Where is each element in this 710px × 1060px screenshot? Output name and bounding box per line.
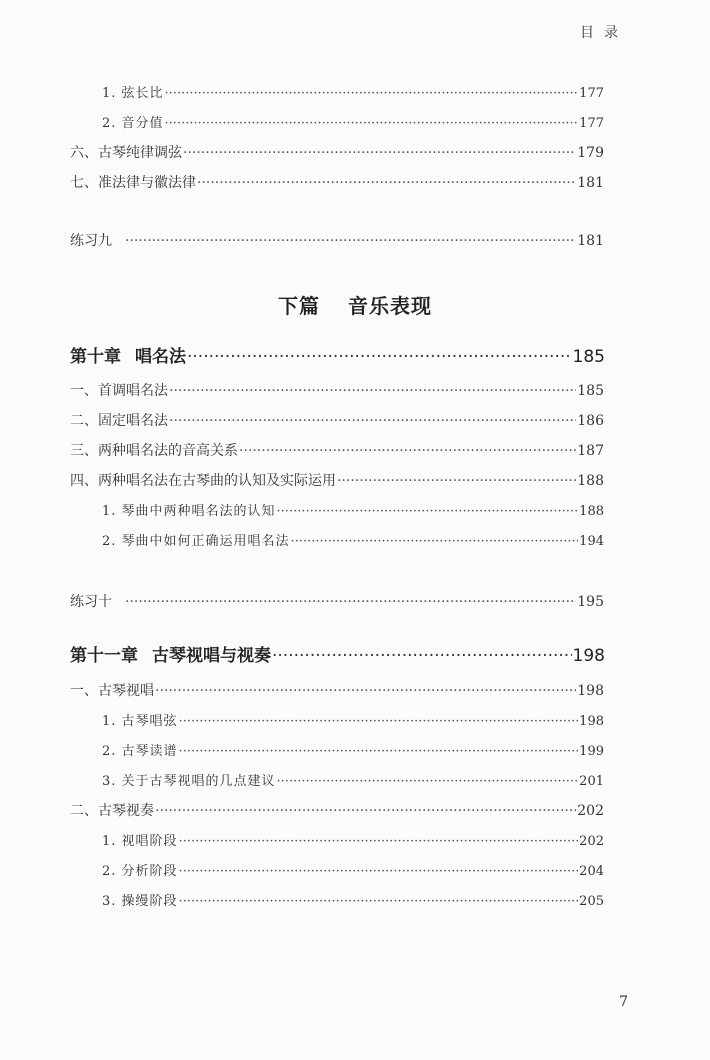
toc-entry-page: 194 — [579, 534, 604, 549]
leader-dots — [165, 86, 579, 101]
toc-chapter-entry[interactable] — [70, 342, 605, 367]
toc-entry-page: 198 — [579, 714, 604, 729]
leader-dots — [197, 175, 576, 191]
toc-entry-page: 201 — [579, 774, 604, 789]
toc-entry[interactable] — [102, 830, 604, 849]
part-label: 下篇 — [278, 294, 320, 318]
toc-entry-label: 二、固定唱名法 — [70, 413, 168, 429]
toc-entry-label: 2. 琴曲中如何正确运用唱名法 — [102, 534, 290, 549]
toc-entry-page: 181 — [577, 233, 604, 249]
toc-entry-page: 177 — [579, 116, 604, 131]
part-title — [0, 290, 710, 319]
leader-dots — [337, 473, 576, 489]
toc-entry[interactable] — [102, 112, 604, 131]
leader-dots — [272, 646, 572, 666]
leader-dots — [239, 443, 576, 459]
leader-dots — [165, 116, 579, 131]
toc-entry[interactable] — [102, 710, 604, 729]
toc-entry[interactable] — [102, 500, 604, 519]
toc-entry-label: 3. 操缦阶段 — [102, 894, 178, 909]
part-name: 音乐表现 — [348, 294, 432, 318]
chapter-number: 第十一章 — [70, 646, 138, 666]
leader-dots — [277, 774, 579, 789]
toc-entry-page: 186 — [577, 413, 604, 429]
toc-entry-page: 188 — [579, 504, 604, 519]
toc-entry-page: 198 — [572, 646, 605, 666]
toc-entry[interactable] — [70, 380, 604, 400]
toc-entry-page: 177 — [579, 86, 604, 101]
toc-entry-label: 1. 古琴唱弦 — [102, 714, 178, 729]
leader-dots — [125, 233, 576, 249]
toc-entry-label: 2. 音分值 — [102, 116, 164, 131]
leader-dots — [155, 803, 576, 819]
chapter-heading — [70, 641, 271, 666]
toc-entry[interactable] — [102, 890, 604, 909]
toc-entry[interactable] — [70, 800, 604, 820]
leader-dots — [179, 834, 579, 849]
toc-entry[interactable] — [70, 172, 604, 192]
leader-dots — [179, 894, 579, 909]
toc-entry-label: 六、古琴纯律调弦 — [70, 145, 182, 161]
toc-entry-page: 181 — [577, 175, 604, 191]
leader-dots — [125, 594, 576, 610]
toc-entry[interactable] — [102, 530, 604, 549]
toc-entry-page: 188 — [577, 473, 604, 489]
toc-entry-label: 七、准法律与徽法律 — [70, 175, 196, 191]
toc-entry-page: 204 — [579, 864, 604, 879]
toc-entry-label: 一、古琴视唱 — [70, 683, 154, 699]
toc-entry-page: 185 — [572, 347, 605, 367]
toc-entry-label: 3. 关于古琴视唱的几点建议 — [102, 774, 276, 789]
leader-dots — [187, 347, 572, 367]
toc-entry[interactable] — [70, 440, 604, 460]
toc-entry-label: 四、两种唱名法在古琴曲的认知及实际运用 — [70, 473, 336, 489]
toc-entry-page: 185 — [577, 383, 604, 399]
toc-chapter-entry[interactable] — [70, 641, 605, 666]
toc-entry[interactable] — [102, 82, 604, 101]
toc-entry-page: 187 — [577, 443, 604, 459]
leader-dots — [179, 864, 579, 879]
toc-entry-page: 202 — [579, 834, 604, 849]
toc-entry[interactable] — [70, 142, 604, 162]
toc-entry[interactable] — [102, 770, 604, 789]
chapter-number: 第十章 — [70, 347, 121, 367]
toc-entry[interactable] — [70, 470, 604, 490]
toc-entry-page: 199 — [579, 744, 604, 759]
leader-dots — [169, 383, 576, 399]
toc-entry-page: 198 — [577, 683, 604, 699]
toc-entry[interactable] — [102, 740, 604, 759]
toc-exercise-entry[interactable] — [70, 591, 604, 611]
toc-entry-page: 202 — [577, 803, 604, 819]
chapter-title: 古琴视唱与视奏 — [152, 646, 271, 666]
page-number: 7 — [619, 994, 628, 1010]
toc-entry-label: 三、两种唱名法的音高关系 — [70, 443, 238, 459]
leader-dots — [291, 534, 579, 549]
chapter-title: 唱名法 — [135, 347, 186, 367]
leader-dots — [179, 714, 579, 729]
toc-entry-label: 1. 视唱阶段 — [102, 834, 178, 849]
toc-entry-label: 2. 分析阶段 — [102, 864, 178, 879]
toc-entry-label: 1. 琴曲中两种唱名法的认知 — [102, 504, 276, 519]
toc-entry-label: 二、古琴视奏 — [70, 803, 154, 819]
toc-entry-page: 205 — [579, 894, 604, 909]
toc-entry-label: 一、首调唱名法 — [70, 383, 168, 399]
toc-exercise-entry[interactable] — [70, 230, 604, 250]
toc-entry[interactable] — [70, 410, 604, 430]
running-head: 目录 — [580, 25, 628, 41]
leader-dots — [179, 744, 579, 759]
toc-entry-label: 2. 古琴读谱 — [102, 744, 178, 759]
leader-dots — [155, 683, 576, 699]
toc-entry-label: 练习九 — [70, 233, 112, 249]
toc-entry-label: 1. 弦长比 — [102, 86, 164, 101]
leader-dots — [277, 504, 579, 519]
toc-entry[interactable] — [70, 680, 604, 700]
toc-entry-page: 179 — [577, 145, 604, 161]
leader-dots — [169, 413, 576, 429]
toc-entry[interactable] — [102, 860, 604, 879]
leader-dots — [183, 145, 576, 161]
toc-entry-page: 195 — [577, 594, 604, 610]
toc-entry-label: 练习十 — [70, 594, 112, 610]
chapter-heading — [70, 342, 186, 367]
